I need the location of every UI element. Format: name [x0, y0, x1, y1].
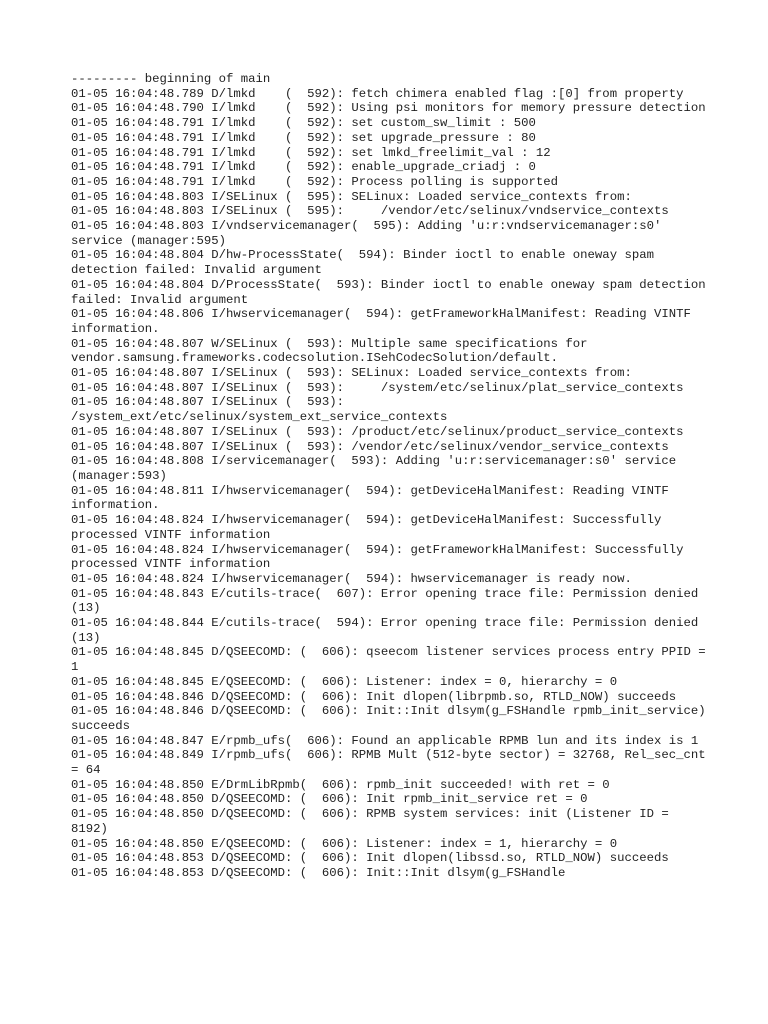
log-line: 01-05 16:04:48.847 E/rpmb_ufs( 606): Found an applicable RPMB lun and its index is 1	[71, 733, 699, 748]
log-line: 01-05 16:04:48.807 I/SELinux ( 593): /product/etc/selinux/product_service_contexts	[71, 424, 684, 439]
log-line: 01-05 16:04:48.807 W/SELinux ( 593): Multiple same specifications for vendor.samsung.frameworks.codecsolution.ISehCodecSolution/default.	[71, 336, 595, 366]
log-line: 01-05 16:04:48.789 D/lmkd ( 592): fetch chimera enabled flag :[0] from property	[71, 86, 684, 101]
log-line: 01-05 16:04:48.850 E/DrmLibRpmb( 606): rpmb_init succeeded! with ret = 0	[71, 777, 610, 792]
log-line: 01-05 16:04:48.846 D/QSEECOMD: ( 606): Init::Init dlsym(g_FSHandle rpmb_init_service) succeeds	[71, 704, 714, 733]
log-line: 01-05 16:04:48.853 D/QSEECOMD: ( 606): Init dlopen(libssd.so, RTLD_NOW) succeeds	[71, 851, 669, 866]
log-line: 01-05 16:04:48.803 I/SELinux ( 595): /vendor/etc/selinux/vndservice_contexts	[71, 204, 669, 219]
log-line: 01-05 16:04:48.811 I/hwservicemanager( 594): getDeviceHalManifest: Reading VINTF information.	[71, 483, 677, 513]
log-line: 01-05 16:04:48.807 I/SELinux ( 593): /vendor/etc/selinux/vendor_service_contexts	[71, 439, 669, 454]
log-line: 01-05 16:04:48.824 I/hwservicemanager( 594): getFrameworkHalManifest: Successfully processed VINTF information	[71, 542, 691, 572]
log-line: 01-05 16:04:48.808 I/servicemanager( 593): Adding 'u:r:servicemanager:s0' service (manager:593)	[71, 454, 684, 483]
log-line: 01-05 16:04:48.803 I/vndservicemanager( 595): Adding 'u:r:vndservicemanager:s0' service (manager:595)	[71, 219, 669, 248]
log-line: 01-05 16:04:48.849 I/rpmb_ufs( 606): RPMB Mult (512-byte sector) = 32768, Rel_sec_cnt = 64	[71, 748, 714, 778]
log-line: 01-05 16:04:48.804 D/ProcessState( 593): Binder ioctl to enable oneway spam detection failed: Invalid argument	[71, 277, 714, 307]
log-line: 01-05 16:04:48.803 I/SELinux ( 595): SELinux: Loaded service_contexts from:	[71, 189, 632, 204]
log-line: 01-05 16:04:48.807 I/SELinux ( 593): /system_ext/etc/selinux/system_ext_service_contexts	[71, 395, 448, 425]
log-line: 01-05 16:04:48.807 I/SELinux ( 593): /system/etc/selinux/plat_service_contexts	[71, 380, 684, 395]
log-line: 01-05 16:04:48.790 I/lmkd ( 592): Using psi monitors for memory pressure detection	[71, 101, 706, 116]
log-line: 01-05 16:04:48.791 I/lmkd ( 592): set custom_sw_limit : 500	[71, 116, 536, 131]
log-line: 01-05 16:04:48.806 I/hwservicemanager( 594): getFrameworkHalManifest: Reading VINTF information.	[71, 307, 699, 336]
log-line: 01-05 16:04:48.804 D/hw-ProcessState( 594): Binder ioctl to enable oneway spam detection failed: Invalid argument	[71, 248, 662, 278]
log-line: 01-05 16:04:48.845 E/QSEECOMD: ( 606): Listener: index = 0, hierarchy = 0	[71, 674, 618, 689]
log-line: 01-05 16:04:48.791 I/lmkd ( 592): enable_upgrade_criadj : 0	[71, 160, 536, 175]
log-line: 01-05 16:04:48.850 E/QSEECOMD: ( 606): Listener: index = 1, hierarchy = 0	[71, 836, 618, 851]
log-line: 01-05 16:04:48.844 E/cutils-trace( 594): Error opening trace file: Permission denied (13)	[71, 616, 706, 645]
log-line: 01-05 16:04:48.824 I/hwservicemanager( 594): getDeviceHalManifest: Successfully processed VINTF information	[71, 513, 669, 542]
log-line: 01-05 16:04:48.791 I/lmkd ( 592): set lmkd_freelimit_val : 12	[71, 145, 551, 160]
log-line: 01-05 16:04:48.807 I/SELinux ( 593): SELinux: Loaded service_contexts from:	[71, 366, 632, 381]
log-document	[71, 72, 714, 881]
log-line: 01-05 16:04:48.850 D/QSEECOMD: ( 606): Init rpmb_init_service ret = 0	[71, 792, 588, 807]
log-line: 01-05 16:04:48.853 D/QSEECOMD: ( 606): Init::Init dlsym(g_FSHandle	[71, 865, 566, 880]
log-line: 01-05 16:04:48.791 I/lmkd ( 592): set upgrade_pressure : 80	[71, 130, 536, 145]
log-line: 01-05 16:04:48.846 D/QSEECOMD: ( 606): Init dlopen(librpmb.so, RTLD_NOW) succeeds	[71, 689, 677, 704]
log-line: 01-05 16:04:48.791 I/lmkd ( 592): Process polling is supported	[71, 174, 559, 189]
log-line: 01-05 16:04:48.850 D/QSEECOMD: ( 606): RPMB system services: init (Listener ID = 8192)	[71, 807, 677, 836]
log-line: --------- beginning of main	[71, 72, 271, 86]
log-line: 01-05 16:04:48.824 I/hwservicemanager( 594): hwservicemanager is ready now.	[71, 571, 632, 586]
log-line: 01-05 16:04:48.845 D/QSEECOMD: ( 606): qseecom listener services process entry PPID = 1	[71, 645, 714, 675]
log-line: 01-05 16:04:48.843 E/cutils-trace( 607): Error opening trace file: Permission denied (13)	[71, 586, 706, 616]
